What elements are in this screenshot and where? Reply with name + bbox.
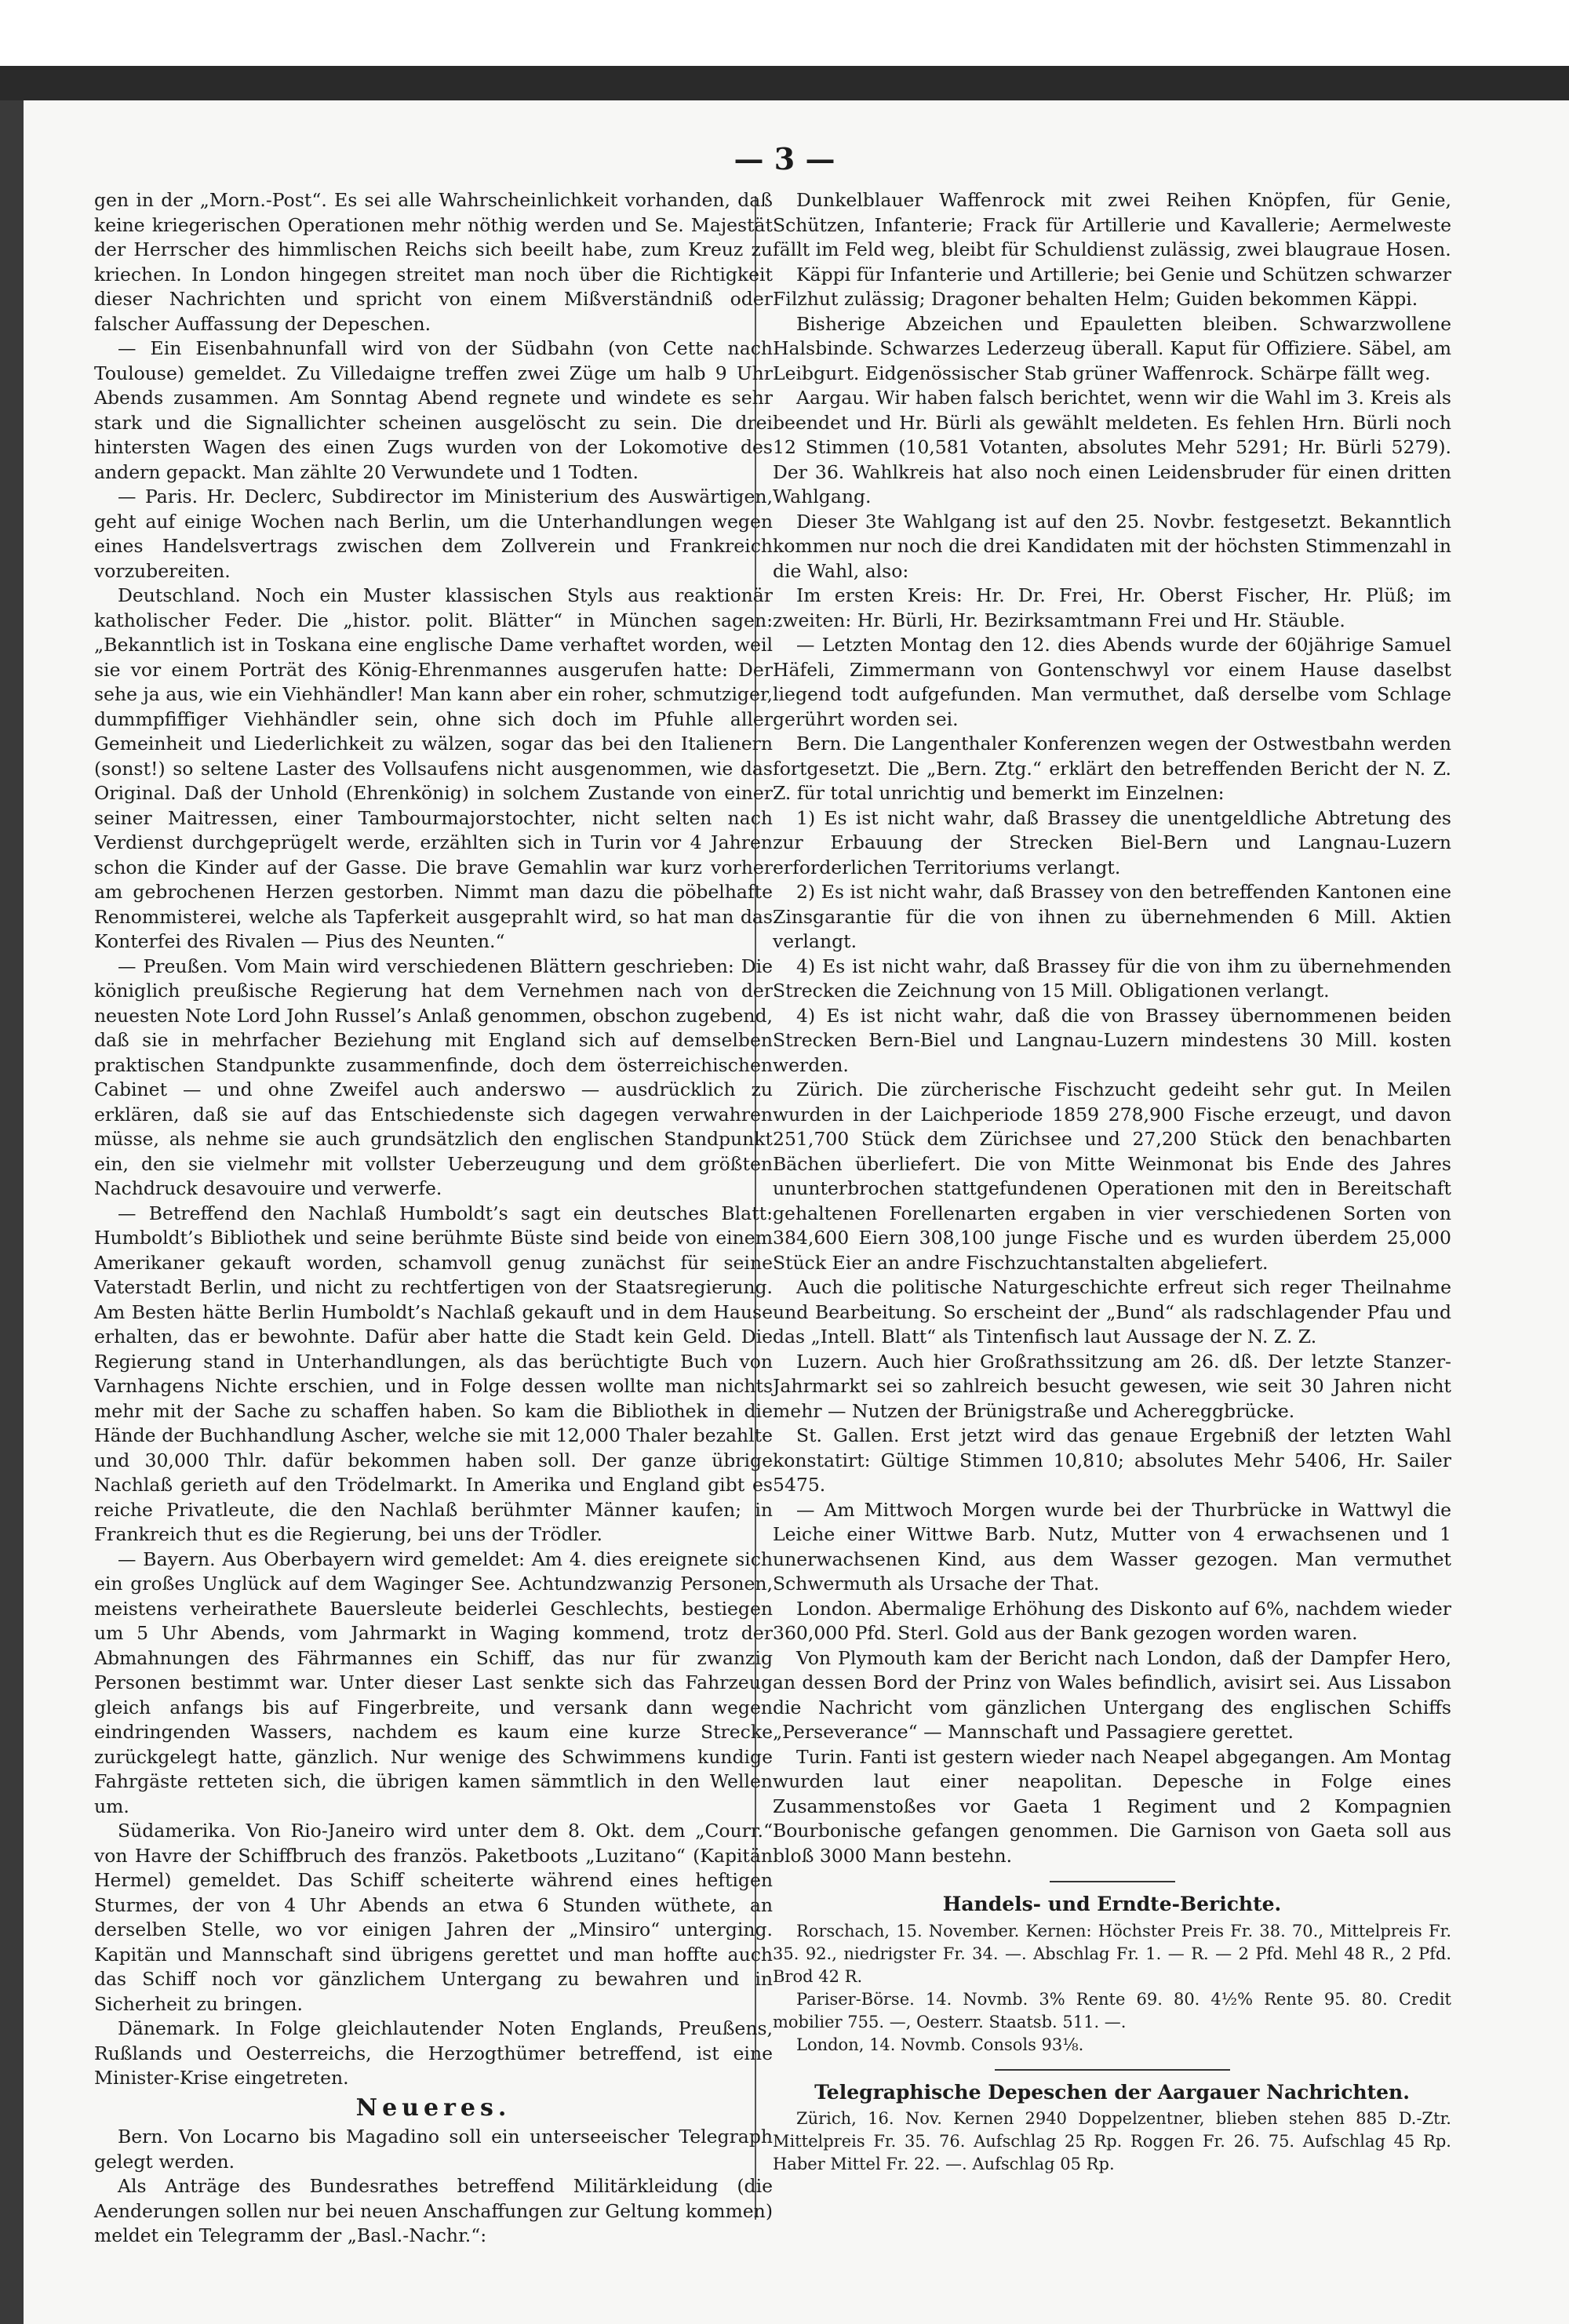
section-divider: [995, 2069, 1230, 2071]
article-paragraph: — Ein Eisenbahnunfall wird von der Südbahn (von Cette nach Toulouse) gemeldet. Zu Villedaigne treffen zwei Züge um halb 9 Uhr Abends zusammen. Am Sonntag Abend regnete und windete es sehr stark und die Signallichter scheinen ausgelöscht zu sein. Die drei hintersten Wagen des einen Zugs wurden von der Lokomotive des andern gepackt. Man zählte 20 Verwundete und 1 Todten.: [94, 337, 773, 483]
article-paragraph: — Paris. Hr. Declerc, Subdirector im Ministerium des Auswärtigen, geht auf einige Wochen nach Berlin, um die Unterhandlungen wegen eines Handelsvertrags zwischen dem Zollverein und Frankreich vorzubereiten.: [94, 486, 773, 582]
scan-border-left: [0, 100, 24, 2324]
market-report: London, 14. Novmb. Consols 93⅛.: [796, 2035, 1084, 2054]
article-paragraph: gen in der „Morn.-Post“. Es sei alle Wahrscheinlichkeit vorhanden, daß keine kriegerischen Operationen mehr nöthig werden und Se. Majestät der Herrscher des himmlischen Reichs sich beeilt habe, zum Kreuz zu kriechen. In London hingegen streitet man noch über die Richtigkeit dieser Nachrichten und spricht von einem Mißverständniß oder falscher Auffassung der Depeschen.: [94, 189, 773, 335]
market-report: Pariser-Börse. 14. Novmb. 3% Rente 69. 80. 4½% Rente 95. 80. Credit mobilier 755. —, Oesterr. Staatsb. 511. —.: [773, 1989, 1451, 2031]
article-paragraph: 2) Es ist nicht wahr, daß Brassey von den betreffenden Kantonen eine Zinsgarantie für die von ihnen zu übernehmenden 6 Mill. Aktien verlangt.: [773, 881, 1451, 952]
article-paragraph: Turin. Fanti ist gestern wieder nach Neapel abgegangen. Am Montag wurden laut einer neapolitan. Depesche in Folge eines Zusammenstoßes vor Gaeta 1 Regiment und 2 Kompagnien Bourbonische gefangen genommen. Die Garnison von Gaeta soll aus bloß 3000 Mann bestehn.: [773, 1745, 1451, 1867]
article-paragraph: Als Anträge des Bundesrathes betreffend Militärkleidung (die Aenderungen sollen nur bei neuen Anschaffungen zur Geltung kommen) meldet ein Telegramm der „Basl.-Nachr.“:: [94, 2175, 773, 2246]
article-paragraph: Bern. Von Locarno bis Magadino soll ein unterseeischer Telegraph gelegt werden.: [94, 2126, 773, 2173]
article-paragraph: 4) Es ist nicht wahr, daß die von Brassey übernommenen beiden Strecken Bern-Biel und Langnau-Luzern mindestens 30 Mill. kosten werden.: [773, 1004, 1451, 1076]
article-paragraph: Luzern. Auch hier Großrathssitzung am 26. dß. Der letzte Stanzer-Jahrmarkt sei so zahlreich besucht gewesen, wie seit 30 Jahren nicht mehr — Nutzen der Brünigstraße und Achereggbrücke.: [773, 1350, 1451, 1422]
scan-border-top: [0, 66, 1569, 100]
article-paragraph: Dieser 3te Wahlgang ist auf den 25. Novbr. festgesetzt. Bekanntlich kommen nur noch die drei Kandidaten mit der höchsten Stimmenzahl in die Wahl, also:: [773, 510, 1451, 582]
article-paragraph: Dunkelblauer Waffenrock mit zwei Reihen Knöpfen, für Genie, Schützen, Infanterie; Frack für Artillerie und Kavallerie; Aermelweste fällt im Feld weg, bleibt für Schuldienst zulässig, zwei blaugraue Hosen.: [773, 189, 1451, 260]
article-paragraph: Von Plymouth kam der Bericht nach London, daß der Dampfer Hero, an dessen Bord der Prinz von Wales befindlich, avisirt sei. Aus Lissabon die Nachricht vom gänzlichen Untergang des englischen Schiffs „Perseverance“ — Mannschaft und Passagiere gerettet.: [773, 1646, 1451, 1743]
article-paragraph: St. Gallen. Erst jetzt wird das genaue Ergebniß der letzten Wahl konstatirt: Gültige Stimmen 10,810; absolutes Mehr 5406, Hr. Sailer 5475.: [773, 1424, 1451, 1496]
article-paragraph: Aargau. Wir haben falsch berichtet, wenn wir die Wahl im 3. Kreis als beendet und Hr. Bürli als gewählt meldeten. Es fehlen Hrn. Bürli noch 12 Stimmen (10,581 Votanten, absolutes Mehr 5291; Hr. Bürli 5279). Der 36. Wahlkreis hat also noch einen Leidensbruder für einen dritten Wahlgang.: [773, 387, 1451, 507]
article-paragraph: Bisherige Abzeichen und Epauletten bleiben. Schwarzwollene Halsbinde. Schwarzes Lederzeug überall. Kaput für Offiziere. Säbel, am Leibgurt. Eidgenössischer Stab grüner Waffenrock. Schärpe fällt weg.: [773, 312, 1451, 384]
article-paragraph: Im ersten Kreis: Hr. Dr. Frei, Hr. Oberst Fischer, Hr. Plüß; im zweiten: Hr. Bürli, Hr. Bezirksamtmann Frei und Hr. Stäuble.: [773, 584, 1451, 631]
article-paragraph: — Preußen. Vom Main wird verschiedenen Blättern geschrieben: Die königlich preußische Regierung hat dem Vernehmen nach von der neuesten Note Lord John Russel’s Anlaß genommen, obschon zugebend, daß sie in mehrfacher Beziehung mit England sich auf demselben praktischen Standpunkte zusammenfinde, doch dem österreichischen Cabinet — und ohne Zweifel auch anderswo — ausdrücklich zu erklären, daß sie auf das Entschiedenste sich dagegen verwahren müsse, als nehme sie auch grundsätzlich den englischen Standpunkt ein, den sie vielmehr mit vollster Ueberzeugung und dem größten Nachdruck desavouire und verwerfe.: [94, 955, 773, 1199]
article-paragraph: 4) Es ist nicht wahr, daß Brassey für die von ihm zu übernehmenden Strecken die Zeichnung von 15 Mill. Obligationen verlangt.: [773, 955, 1451, 1002]
article-paragraph: — Letzten Montag den 12. dies Abends wurde der 60jährige Samuel Häfeli, Zimmermann von Gontenschwyl vor einem Hause daselbst liegend todt aufgefunden. Man vermuthet, daß derselbe vom Schlage gerührt worden sei.: [773, 634, 1451, 730]
section-heading-handels: Handels- und Erndte-Berichte.: [942, 1893, 1282, 1915]
article-paragraph: Dänemark. In Folge gleichlautender Noten Englands, Preußens, Rußlands und Oesterreichs, die Herzogthümer betreffend, ist eine Minister-Krise eingetreten.: [94, 2017, 773, 2089]
article-paragraph: 1) Es ist nicht wahr, daß Brassey die unentgeldliche Abtretung des zur Erbauung der Strecken Biel-Bern und Langnau-Luzern erforderlichen Territoriums verlangt.: [773, 806, 1451, 878]
section-heading-telegraph: Telegraphische Depeschen der Aargauer Nachrichten.: [814, 2080, 1410, 2104]
section-heading-neueres: Neueres.: [355, 2093, 511, 2122]
right-column: [773, 188, 1451, 2176]
article-paragraph: Südamerika. Von Rio-Janeiro wird unter dem 8. Okt. dem „Courr.“ von Havre der Schiffbruch des französ. Paketboots „Luzitano“ (Kapitän Hermel) gemeldet. Das Schiff scheiterte während eines heftigen Sturmes, der von 4 Uhr Abends an etwa 6 Stunden wüthete, an derselben Stelle, wo vor einigen Jahren der „Minsiro“ unterging. Kapitän und Mannschaft sind übrigens gerettet und man hoffte auch das Schiff noch vor gänzlichem Untergang zu bewahren und in Sicherheit zu bringen.: [94, 1820, 773, 2015]
left-column: [94, 188, 773, 2249]
article-paragraph: London. Abermalige Erhöhung des Diskonto auf 6%, nachdem wieder 360,000 Pfd. Sterl. Gold aus der Bank gezogen worden waren.: [773, 1597, 1451, 1644]
article-paragraph: — Am Mittwoch Morgen wurde bei der Thurbrücke in Wattwyl die Leiche einer Wittwe Barb. Nutz, Mutter von 4 erwachsenen und 1 unerwachsenen Kind, aus dem Wasser gezogen. Man vermuthet Schwermuth als Ursache der That.: [773, 1498, 1451, 1595]
article-paragraph: Auch die politische Naturgeschichte erfreut sich reger Theilnahme und Bearbeitung. So erscheint der „Bund“ als radschlagender Pfau und das „Intell. Blatt“ als Tintenfisch laut Aussage der N. Z. Z.: [773, 1276, 1451, 1347]
page-number: — 3 —: [734, 141, 835, 176]
telegraph-report: Zürich, 16. Nov. Kernen 2940 Doppelzentner, blieben stehen 885 D.-Ztr. Mittelpreis Fr. 35. 76. Aufschlag 25 Rp. Roggen Fr. 26. 75. Aufschlag 45 Rp. Haber Mittel Fr. 22. —. Aufschlag 05 Rp.: [773, 2109, 1451, 2173]
article-paragraph: Bern. Die Langenthaler Konferenzen wegen der Ostwestbahn werden fortgesetzt. Die „Bern. Ztg.“ erklärt den betreffenden Bericht der N. Z. Z. für total unrichtig und bemerkt im Einzelnen:: [773, 733, 1451, 804]
section-divider: [1050, 1881, 1175, 1882]
article-paragraph: — Betreffend den Nachlaß Humboldt’s sagt ein deutsches Blatt: Humboldt’s Bibliothek und seine berühmte Büste sind beide von einem Amerikaner gekauft worden, schamvoll genug zunächst für seine Vaterstadt Berlin, und nicht zu rechtfertigen von der Staatsregierung. Am Besten hätte Berlin Humboldt’s Nachlaß gekauft und in dem Hause erhalten, das er bewohnte. Dafür aber hatte die Stadt kein Geld. Die Regierung stand in Unterhandlungen, als das berüchtigte Buch von Varnhagens Nichte erschien, und in Folge dessen wollte man nichts mehr mit der Sache zu schaffen haben. So kam die Bibliothek in die Hände der Buchhandlung Ascher, welche sie mit 12,000 Thaler bezahlte und 30,000 Thlr. dafür bekommen haben soll. Der ganze übrige Nachlaß gerieth auf den Trödelmarkt. In Amerika und England gibt es reiche Privatleute, die den Nachlaß berühmter Männer kaufen; in Frankreich thut es die Regierung, bei uns der Trödler.: [94, 1202, 773, 1545]
article-paragraph: — Bayern. Aus Oberbayern wird gemeldet: Am 4. dies ereignete sich ein großes Unglück auf dem Waginger See. Achtundzwanzig Personen, meistens verheirathete Bauersleute beiderlei Geschlechts, bestiegen um 5 Uhr Abends, vom Jahrmarkt in Waging kommend, trotz der Abmahnungen des Fährmannes ein Schiff, das nur für zwanzig Personen bestimmt war. Unter dieser Last senkte sich das Fahrzeug gleich anfangs bis auf Fingerbreite, und versank dann wegen eindringenden Wassers, nachdem es kaum eine kurze Strecke zurückgelegt hatte, gänzlich. Nur wenige des Schwimmens kundige Fahrgäste retteten sich, die übrigen kamen sämmtlich in den Wellen um.: [94, 1548, 773, 1817]
article-paragraph: Zürich. Die zürcherische Fischzucht gedeiht sehr gut. In Meilen wurden in der Laichperiode 1859 278,900 Fische erzeugt, und davon 251,700 Stück dem Zürichsee und 27,200 Stück den benachbarten Bächen überliefert. Die von Mitte Weinmonat bis Ende des Jahres ununterbrochen stattgefundenen Operationen mit den in Bereitschaft gehaltenen Forellenarten ergaben in vier verschiedenen Sorten von 384,600 Eiern 308,100 junge Fische und es wurden überdem 25,000 Stück Eier an andre Fischzuchtanstalten abgeliefert.: [773, 1078, 1451, 1274]
article-paragraph: Deutschland. Noch ein Muster klassischen Styls aus reaktionär katholischer Feder. Die „histor. polit. Blätter“ in München sagen: „Bekanntlich ist in Toskana eine englische Dame verhaftet worden, weil sie vor einem Porträt des König-Ehrenmannes ausgerufen hatte: Der sehe ja aus, wie ein Viehhändler! Man kann aber ein roher, schmutziger, dummpfiffiger Viehhändler sein, ohne sich doch im Pfuhle aller Gemeinheit und Liederlichkeit zu wälzen, sogar das bei den Italienern (sonst!) so seltene Laster des Vollsaufens nicht ausgenommen, wie das Original. Daß der Unhold (Ehrenkönig) in solchem Zustande von einer seiner Maitressen, einer Tambourmajorstochter, nicht selten nach Verdienst durchgeprügelt werde, erzählten sich in Turin vor 4 Jahren schon die Kinder auf der Gasse. Die brave Gemahlin war kurz vorher am gebrochenen Herzen gestorben. Nimmt man dazu die pöbelhafte Renommisterei, welche als Tapferkeit ausgeprahlt wird, so hat man das Konterfei des Rivalen — Pius des Neunten.“: [94, 584, 774, 952]
article-paragraph: Käppi für Infanterie und Artillerie; bei Genie und Schützen schwarzer Filzhut zulässig; Dragoner behalten Helm; Guiden bekommen Käppi.: [773, 263, 1451, 310]
market-report: Rorschach, 15. November. Kernen: Höchster Preis Fr. 38. 70., Mittelpreis Fr. 35. 92., niedrigster Fr. 34. —. Abschlag Fr. 1. — R. — 2 Pfd. Mehl 48 R., 2 Pfd. Brod 42 R.: [773, 1921, 1451, 1986]
